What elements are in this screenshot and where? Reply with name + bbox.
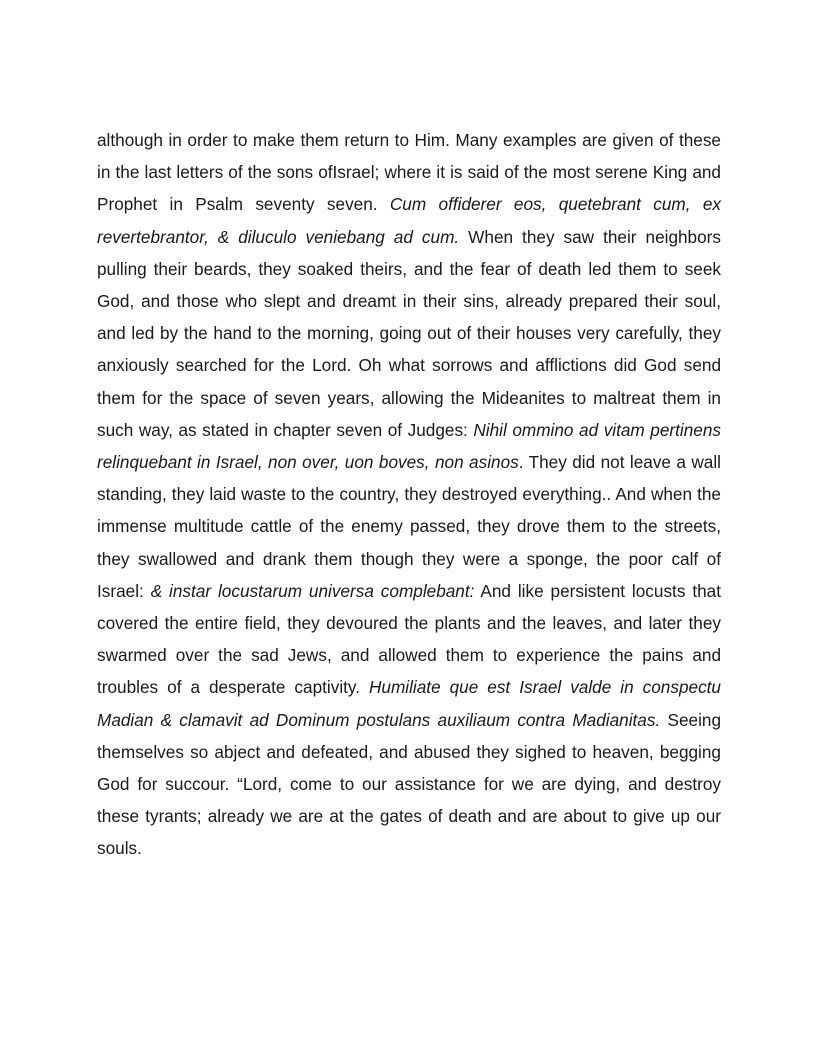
text-segment: . They did not leave a wall standing, they laid waste to the country, they destroyed everything.. And when the immense multitude cattle of the enemy passed, they drove them to the streets, they swallowed and drank them though they were a sponge, the poor calf of Israel: [97, 452, 721, 601]
latin-quote-locusts: & instar locustarum universa complebant: [150, 580, 475, 601]
text-segment: When they saw their neighbors pulling their beards, they soaked theirs, and the fear of death led them to seek God, and those who slept and dreamt in their sins, already prepared their soul, and led by the hand to the morning, going out of their houses very carefully, they anxiously searched for the Lord. Oh what sorrows and afflictions did God send them for the space of seven years, allowing the Mideanites to maltreat them in such way, as stated in chapter seven of Judges: [97, 226, 721, 440]
text-segment: Seeing themselves so abject and defeated, and abused they sighed to heaven, begging God for succour. “Lord, come to our assistance for we are dying, and destroy these tyrants; already we are at the gates of death and are about to give up our souls. [97, 709, 722, 859]
latin-quote-judges: Nihil ommino ad vitam pertinens relinquebant in Israel, non over, uon boves, non asinos [97, 419, 722, 473]
text-segment: And like persistent locusts that covered the entire field, they devoured the plants and the leaves, and later they swarmed over the sad Jews, and allowed them to experience the pains and troubles of a desperate captivity. [97, 580, 721, 698]
body-paragraph [97, 124, 721, 865]
document-page [97, 124, 721, 865]
latin-quote-madian: Humiliate que est Israel valde in conspectu Madian & clamavit ad Dominum postulans auxiliaum contra Madianitas. [97, 677, 721, 730]
text-segment: although in order to make them return to Him. Many examples are given of these in the last letters of the sons ofIsrael; where it is said of the most serene King and Prophet in Psalm seventy seven. [97, 130, 721, 215]
latin-quote-psalm: Cum offiderer eos, quetebrant cum, ex revertebrantor, & diluculo veniebang ad cum. [97, 194, 721, 247]
